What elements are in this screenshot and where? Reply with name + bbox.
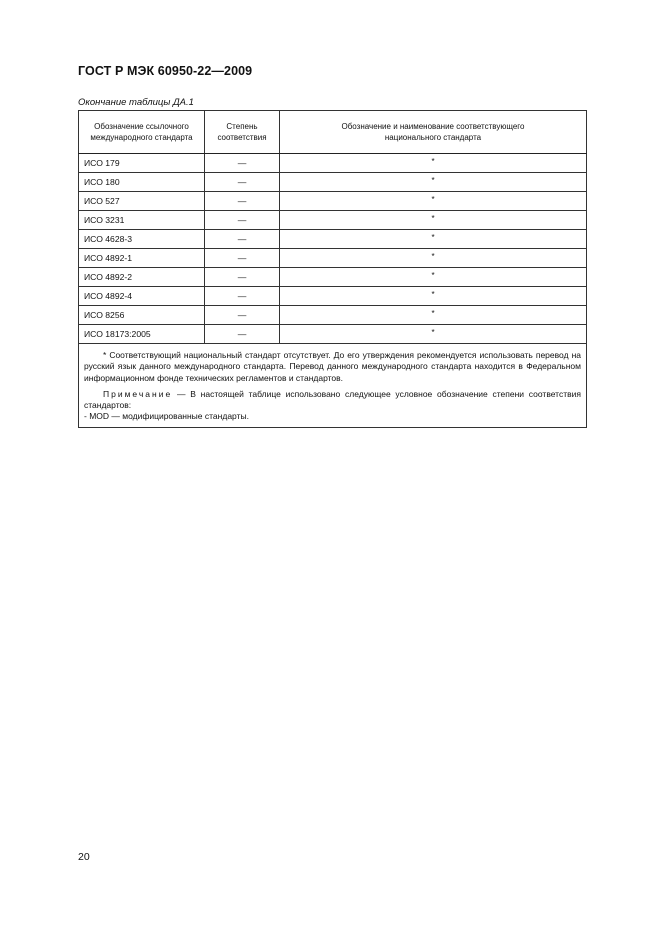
table-row [79, 192, 587, 211]
cell-national: * [280, 268, 587, 287]
note-item: - MOD — модифицированные стандарты. [84, 411, 249, 422]
table-notes [79, 344, 587, 428]
footnote-text: * Соответствующий национальный стандарт отсутствует. До его утверждения рекомендуется использовать перевод на русский язык данного международного стандарта. Перевод данного международного стандарта находится в Федеральном информационном фонде технических регламентов и стандартов. [84, 350, 581, 383]
cell-national: * [280, 211, 587, 230]
cell-degree: — [205, 173, 280, 192]
note-label: Примечание [103, 388, 173, 399]
table-row [79, 230, 587, 249]
cell-national: * [280, 249, 587, 268]
cell-degree: — [205, 325, 280, 344]
cell-national: * [280, 325, 587, 344]
table-row [79, 154, 587, 173]
cell-standard: ИСО 179 [79, 154, 205, 173]
cell-degree: — [205, 306, 280, 325]
cell-standard: ИСО 527 [79, 192, 205, 211]
note-text: — В настоящей таблице использовано следующее условное обозначение степени соответствия стандартов: [84, 388, 581, 411]
cell-degree: — [205, 230, 280, 249]
cell-degree: — [205, 192, 280, 211]
table-row [79, 287, 587, 306]
cell-national: * [280, 306, 587, 325]
cell-national: * [280, 287, 587, 306]
column-header-degree: Степень соответствия [205, 111, 280, 154]
cell-national: * [280, 192, 587, 211]
table-caption: Окончание таблицы ДА.1 [78, 97, 194, 108]
column-header-national-standard: Обозначение и наименование соответствующего национального стандарта [280, 111, 587, 154]
table-row [79, 173, 587, 192]
cell-standard: ИСО 180 [79, 173, 205, 192]
cell-national: * [280, 154, 587, 173]
table-notes-row [79, 344, 587, 428]
cell-degree: — [205, 249, 280, 268]
page-number: 20 [78, 851, 90, 863]
table-row [79, 306, 587, 325]
reference-standards-table [78, 110, 587, 428]
cell-standard: ИСО 4628-3 [79, 230, 205, 249]
cell-degree: — [205, 287, 280, 306]
cell-standard: ИСО 4892-4 [79, 287, 205, 306]
cell-degree: — [205, 154, 280, 173]
cell-national: * [280, 230, 587, 249]
cell-standard: ИСО 3231 [79, 211, 205, 230]
table-header-row [79, 111, 587, 154]
cell-degree: — [205, 211, 280, 230]
cell-standard: ИСО 4892-2 [79, 268, 205, 287]
cell-standard: ИСО 4892-1 [79, 249, 205, 268]
table-row [79, 325, 587, 344]
cell-standard: ИСО 8256 [79, 306, 205, 325]
table-row [79, 268, 587, 287]
column-header-international-standard: Обозначение ссылочного международного стандарта [79, 111, 205, 154]
document-title: ГОСТ Р МЭК 60950-22—2009 [78, 64, 253, 78]
table-row [79, 249, 587, 268]
table-row [79, 211, 587, 230]
cell-degree: — [205, 268, 280, 287]
cell-standard: ИСО 18173:2005 [79, 325, 205, 344]
cell-national: * [280, 173, 587, 192]
note-paragraph [84, 389, 581, 412]
